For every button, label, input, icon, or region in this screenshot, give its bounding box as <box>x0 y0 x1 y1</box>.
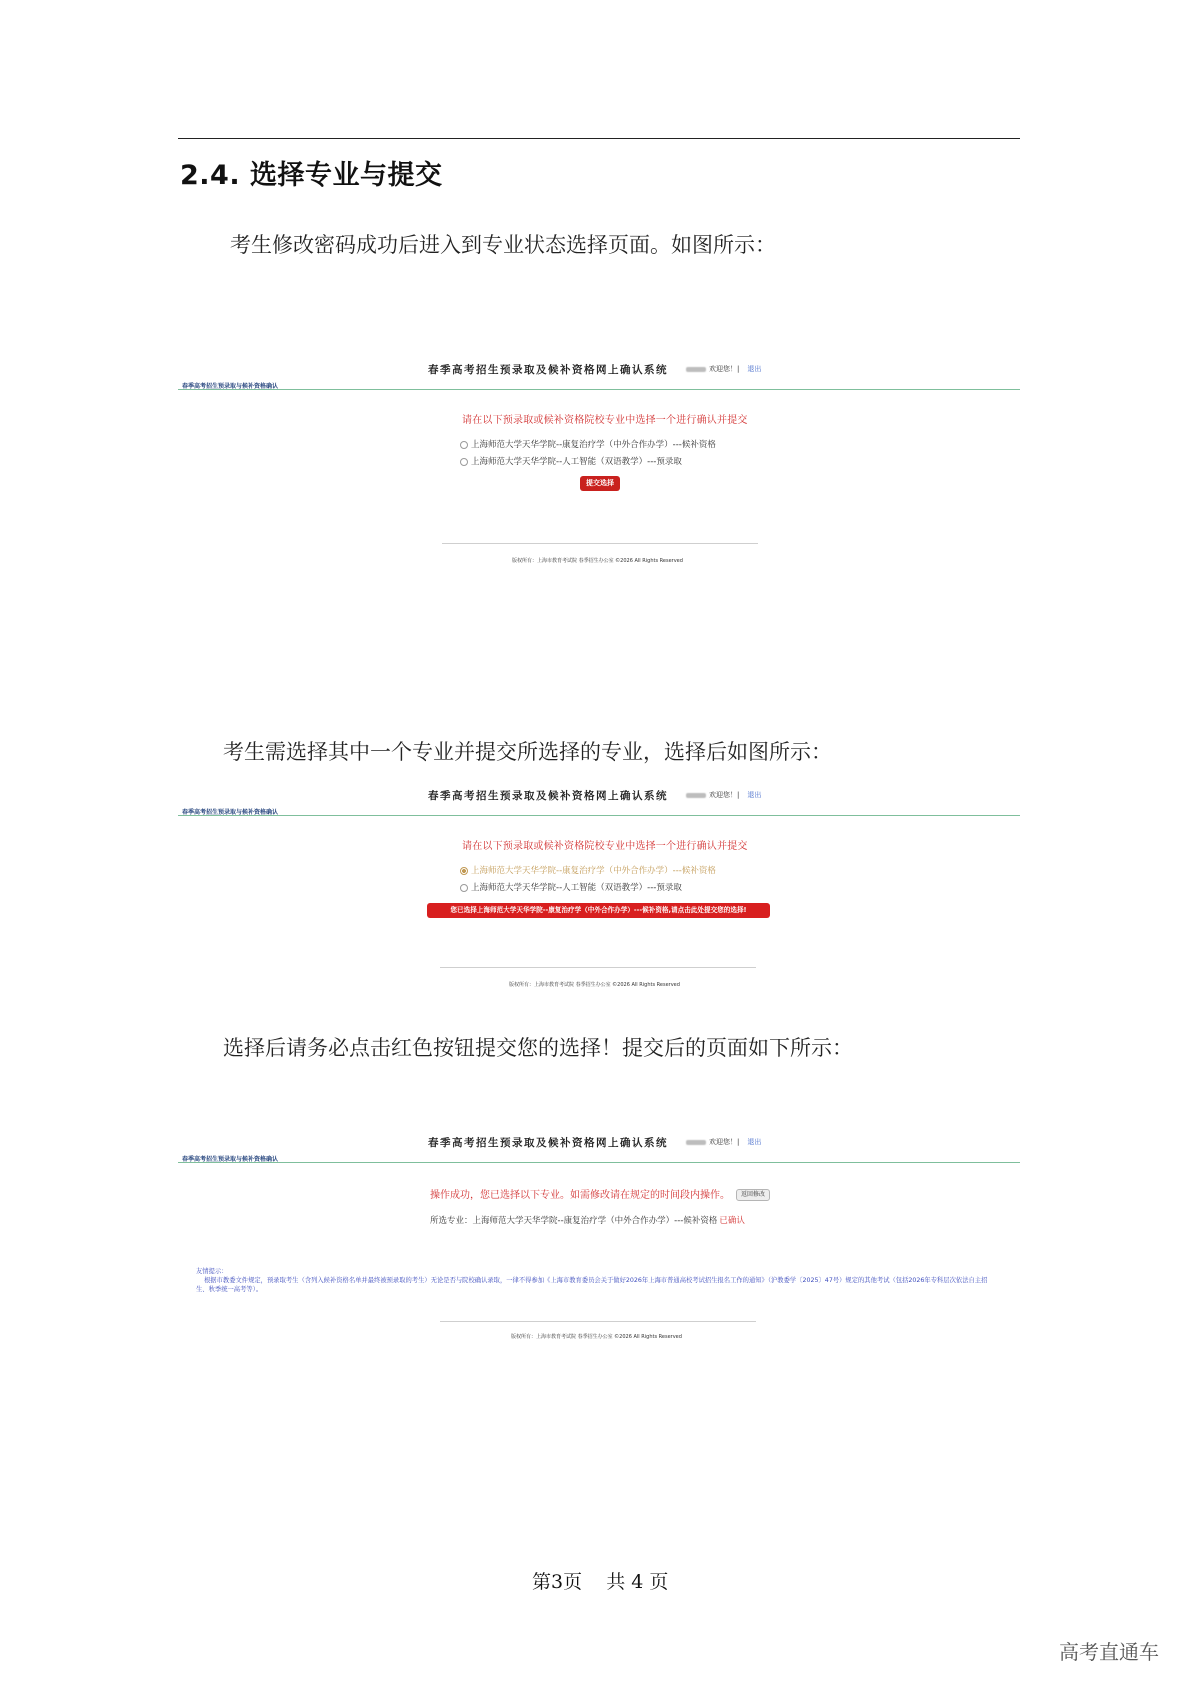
screenshot-selection-page <box>178 352 1020 562</box>
chosen-major <box>430 1214 745 1226</box>
selection-prompt: 请在以下预录取或候补资格院校专业中选择一个进行确认并提交 <box>462 841 748 852</box>
watermark: 高考直通车 <box>1059 1640 1159 1664</box>
radio-icon[interactable] <box>460 884 468 892</box>
breadcrumb: 春季高考招生预录取与候补资格确认 <box>182 809 279 816</box>
system-title: 春季高考招生预录取及候补资格网上确认系统 <box>428 1137 668 1149</box>
user-area <box>686 364 761 374</box>
avatar <box>686 1140 706 1145</box>
welcome-text: 欢迎您！| <box>709 1138 740 1146</box>
radio-icon[interactable] <box>460 458 468 466</box>
selection-prompt: 请在以下预录取或候补资格院校专业中选择一个进行确认并提交 <box>462 415 748 426</box>
option-ai-radio[interactable] <box>460 455 682 467</box>
logout-link[interactable]: 退出 <box>747 1138 762 1146</box>
footer-divider <box>440 967 756 968</box>
confirm-selection-button[interactable]: 您已选择上海师范大学天华学院--康复治疗学（中外合作办学）---候补资格,请点击此处提交您的选择! <box>427 903 770 918</box>
status-badge: 已确认 <box>719 1216 745 1226</box>
screenshot-after-selection <box>178 778 1020 988</box>
system-title: 春季高考招生预录取及候补资格网上确认系统 <box>428 364 668 376</box>
notice-body: 根据市教委文件规定，预录取考生（含列入候补资格名单并最终被预录取的考生）无论是否与院校确认录取，一律不得参加《上海市教育委员会关于做好2026年上海市普通高校考试招生报名工作的通知》（沪教委学〔2025〕47号）规定的其他考试（包括2026年专科层次依法自主招生、秋季统一高考等）。 <box>196 1277 988 1293</box>
paragraph-submit: 选择后请务必点击红色按钮提交您的选择！提交后的页面如下所示： <box>223 1036 853 1060</box>
breadcrumb: 春季高考招生预录取与候补资格确认 <box>182 383 279 390</box>
success-message <box>430 1186 770 1201</box>
welcome-text: 欢迎您！| <box>709 365 740 373</box>
option-rehab-radio[interactable] <box>460 438 716 450</box>
chosen-value: 上海师范大学天华学院--康复治疗学（中外合作办学）---候补资格 <box>472 1216 718 1226</box>
paragraph-intro: 考生修改密码成功后进入到专业状态选择页面。如图所示： <box>230 233 776 257</box>
back-to-modify-button[interactable]: 返回修改 <box>736 1189 770 1201</box>
logout-link[interactable]: 退出 <box>747 791 762 799</box>
copyright: 版权所有：上海市教育考试院 春季招生办公室 ©2026 All Rights Reserved <box>512 558 683 564</box>
option-label: 上海师范大学天华学院--人工智能（双语教学）---预录取 <box>471 457 682 467</box>
success-text: 操作成功，您已选择以下专业。如需修改请在规定的时间段内操作。 <box>430 1190 730 1201</box>
notice-title: 友情提示： <box>196 1268 228 1275</box>
screenshot-submitted-page <box>178 1125 1020 1345</box>
copyright: 版权所有：上海市教育考试院 春季招生办公室 ©2026 All Rights Reserved <box>511 1334 682 1340</box>
radio-icon[interactable] <box>460 441 468 449</box>
breadcrumb: 春季高考招生预录取与候补资格确认 <box>182 1156 279 1163</box>
page-number: 第3页 共 4 页 <box>532 1571 669 1593</box>
header-divider <box>178 815 1020 816</box>
top-rule <box>178 138 1020 139</box>
user-area <box>686 790 761 800</box>
header-divider <box>178 389 1020 390</box>
radio-checked-icon[interactable] <box>460 867 468 875</box>
user-area <box>686 1137 761 1147</box>
welcome-text: 欢迎您！| <box>709 791 740 799</box>
system-title: 春季高考招生预录取及候补资格网上确认系统 <box>428 790 668 802</box>
option-ai-radio[interactable] <box>460 881 682 893</box>
avatar <box>686 367 706 372</box>
copyright: 版权所有：上海市教育考试院 春季招生办公室 ©2026 All Rights Reserved <box>509 982 680 988</box>
footer-divider <box>440 1321 756 1322</box>
submit-selection-button[interactable]: 提交选择 <box>580 476 620 491</box>
footer-divider <box>442 543 758 544</box>
header-divider <box>178 1162 1020 1163</box>
chosen-prefix: 所选专业： <box>430 1216 473 1226</box>
option-label: 上海师范大学天华学院--康复治疗学（中外合作办学）---候补资格 <box>471 440 716 450</box>
avatar <box>686 793 706 798</box>
option-label: 上海师范大学天华学院--人工智能（双语教学）---预录取 <box>471 883 682 893</box>
notice <box>196 1267 996 1294</box>
option-rehab-radio[interactable] <box>460 864 716 876</box>
option-label: 上海师范大学天华学院--康复治疗学（中外合作办学）---候补资格 <box>471 866 716 876</box>
logout-link[interactable]: 退出 <box>747 365 762 373</box>
paragraph-select: 考生需选择其中一个专业并提交所选择的专业，选择后如图所示： <box>223 740 832 764</box>
section-heading: 2.4. 选择专业与提交 <box>180 160 443 191</box>
